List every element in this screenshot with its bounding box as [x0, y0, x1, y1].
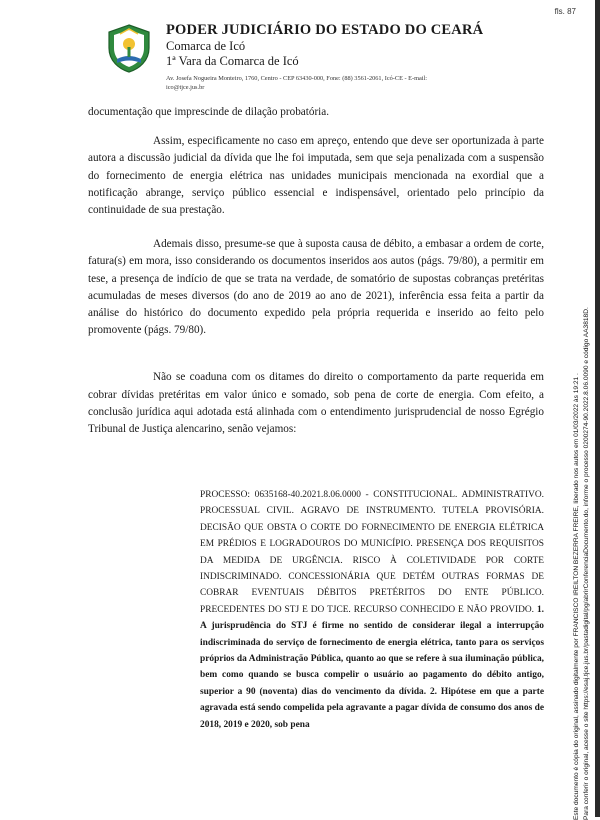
- paragraph-3: Ademais disso, presume-se que à suposta causa de débito, a embasar a ordem de corte, fatura(s) em mora, isso considerando os documentos inseridos aos autos (págs. 79/80), a permitir em tese, a presença de indício de que se trata na verdade, de somatório de supostas cobranças pretéritas acumuladas de meses diversos (do ano de 2019 ao ano de 2021), inferência essa feita a partir da análise do histórico do documento expedido pela própria requerida e inserido ao feito pelo promovente (págs. 79/80).: [88, 238, 544, 337]
- document-header: [166, 22, 526, 92]
- jurisprudence-quote: [200, 487, 544, 733]
- paragraph-4: Não se coaduna com os ditames do direito o comportamento da parte requerida em cobrar dívidas pretéritas em valor único e somado, sob pena de corte de energia. Com efeito, a conclusão jurídica aqui adotada está alinhada com o entendimento jurisprudencial de nosso Egrégio Tribunal de Justiça alencarino, senão vejamos:: [88, 371, 544, 436]
- quote-bold-text: 1. A jurisprudência do STJ é firme no sentido de considerar ilegal a interrupção indiscriminada do serviço de fornecimento de energia elétrica, tanto para os serviços próprios da Administração Pública, quanto ao que se refere à sua iluminação pública, bem como quando se busca compelir o usuário ao pagamento do débito antigo, superior a 90 (noventa) dias do vencimento da dívida. 2. Hipótese em que a parte agravada está sendo compelida pela agravante a pagar dívida de consumo dos anos de 2018, 2019 e 2020, sob pena: [200, 604, 544, 730]
- state-coat-of-arms-icon: [106, 23, 152, 73]
- page-edge-border: [595, 0, 600, 817]
- signature-note-line-2: Para conferir o original, acesse o site https://esaj.tjce.jus.br/pastadigital/pg/abrirConferenciaDocumento.do, informe o processo 0200274-90.2022.8.06.0090 e código AA3818D.: [583, 307, 590, 820]
- email-line: ico@tjce.jus.br: [166, 84, 205, 91]
- comarca-line: Comarca de Icó: [166, 39, 246, 53]
- paragraph-1: documentação que imprescinde de dilação probatória.: [88, 106, 330, 118]
- page-number: fls. 87: [554, 7, 576, 16]
- quote-plain-text: PROCESSO: 0635168-40.2021.8.06.0000 - CONSTITUCIONAL. ADMINISTRATIVO. PROCESSUAL CIVIL. AGRAVO DE INSTRUMENTO. TUTELA PROVISÓRIA. DECISÃO QUE OBSTA O CORTE DO FORNECIMENTO DE ENERGIA ELÉTRICA EM PRÉDIOS E LOGRADOUROS DO MUNICÍPIO. PRESENÇA DOS REQUISITOS DA MEDIDA DE URGÊNCIA. RISCO À COLETIVIDADE POR CORTE INDISCRIMINADO. CONCESSIONÁRIA QUE DETÉM OUTRAS FORMAS DE COBRAR EVENTUAIS DÉBITOS PRETÉRITOS DO ENTE PÚBLICO. PRECEDENTES DO STJ E DO TJCE. RECURSO CONHECIDO E NÃO PROVIDO.: [200, 490, 544, 615]
- address-line: Av. Josefa Nogueira Monteiro, 1760, Centro - CEP 63430-000, Fone: (88) 3561-2061, Icó-CE - E-mail:: [166, 75, 428, 82]
- document-body: [88, 104, 544, 455]
- vara-line: 1ª Vara da Comarca de Icó: [166, 54, 299, 68]
- signature-note-line-1: Este documento é cópia do original, assinado digitalmente por FRANCISCO IREILTON BEZERRA FREIRE, liberado nos autos em 01/03/2022 às 19:21 .: [573, 373, 580, 820]
- court-title: PODER JUDICIÁRIO DO ESTADO DO CEARÁ: [166, 22, 484, 38]
- paragraph-2: Assim, especificamente no caso em apreço, entendo que deve ser oportunizada à parte autora a discussão judicial da dívida que lhe foi imputada, sem que seja penalizada com a suspensão do fornecimento de energia elétrica nas unidades municipais mencionada na exordial que a notificação abrange, serviço público essencial e indispensável, orientado pelo princípio da continuidade de sua prestação.: [88, 135, 544, 217]
